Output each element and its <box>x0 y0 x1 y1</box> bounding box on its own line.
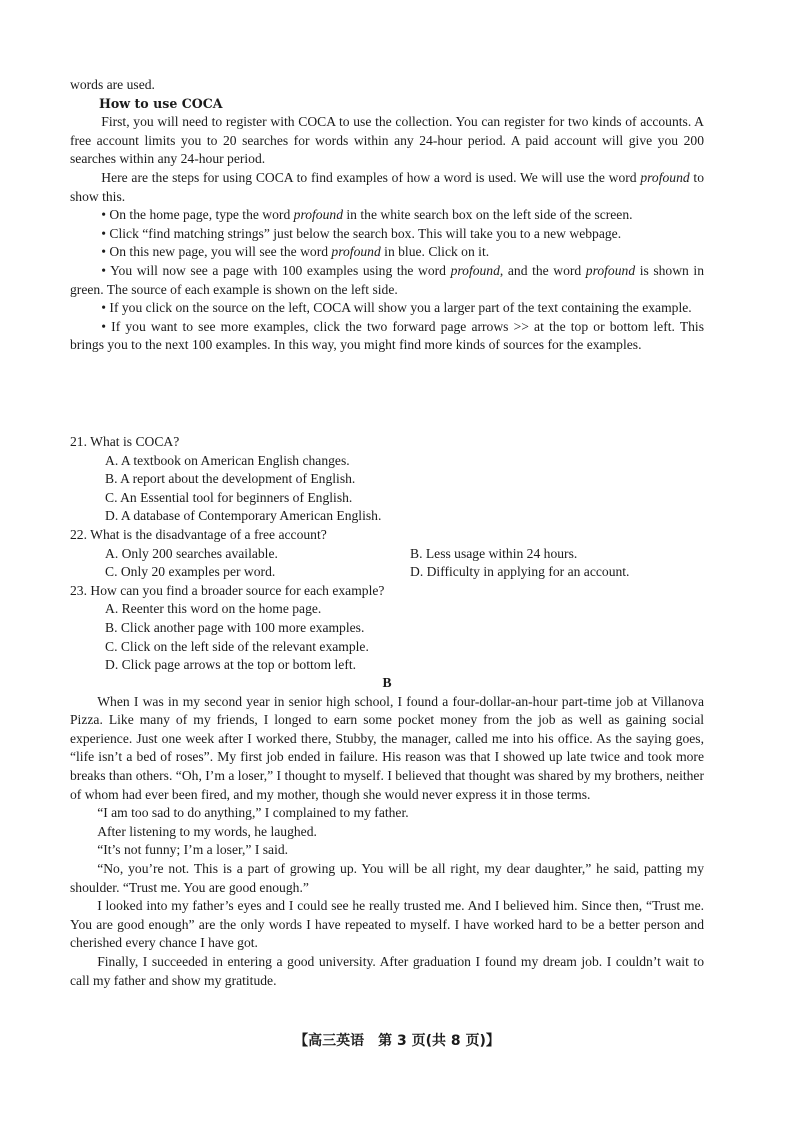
question-21-option-d: D. A database of Contemporary American English. <box>105 508 382 524</box>
question-23-option-c: C. Click on the left side of the relevant example. <box>105 638 369 654</box>
passage-b-paragraph: “I am too sad to do anything,” I complained to my father. <box>97 805 409 821</box>
questions <box>70 433 704 675</box>
passage-a-intro-end: words are used. <box>70 77 155 92</box>
paragraph-steps-intro: Here are the steps for using COCA to find examples of how a word is used. We will use the word profound to show this. <box>70 169 704 204</box>
example-word: profound <box>640 169 690 185</box>
section-heading: How to use COCA <box>98 95 223 111</box>
question-23-option-d: D. Click page arrows at the top or bottom left. <box>105 657 357 673</box>
question-23-option-a: A. Reenter this word on the home page. <box>105 601 322 617</box>
question-22-stem: 22. What is the disadvantage of a free account? <box>70 526 327 542</box>
question-21-option-b: B. A report about the development of English. <box>105 471 356 487</box>
question-23-stem: 23. How can you find a broader source for each example? <box>70 582 385 598</box>
step-home-page: • On the home page, type the word profound in the white search box on the left side of the screen. <box>101 207 633 223</box>
question-21-option-a: A. A textbook on American English changes. <box>105 452 350 468</box>
passage-b-paragraph: “It’s not funny; I’m a loser,” I said. <box>97 842 289 858</box>
step-new-page: • On this new page, you will see the word profound in blue. Click on it. <box>101 244 490 260</box>
question-22-options-row-1 <box>70 545 704 564</box>
page-footer: 【高三英语 第 3 页(共 8 页)】 <box>294 1033 500 1049</box>
step-examples-page: • You will now see a page with 100 examples using the word profound, and the word profound is shown in green. The source of each example is shown on the left side. <box>70 262 704 297</box>
passage-b-label: B <box>382 675 392 690</box>
question-23-option-b: B. Click another page with 100 more examples. <box>105 619 365 635</box>
passage-a <box>70 76 704 355</box>
question-22-option-a: A. Only 200 searches available. <box>105 545 278 561</box>
passage-b-paragraph: After listening to my words, he laughed. <box>97 823 317 839</box>
question-22-options-row-2 <box>70 563 704 582</box>
passage-b-paragraph: When I was in my second year in senior high school, I found a four-dollar-an-hour part-time job at Villanova Pizza. Like many of my friends, I longed to earn some pocket money from the job as well as gaining social experience. Just one week after I worked there, Stubby, the manager, called me into his office. As the saying goes, “life isn’t a bed of roses”. My first job ended in failure. His reason was that I showed up late twice and took more breaks than others. “Oh, I’m a loser,” I thought to myself. I believed that thought was shared by my brothers, neither of whom had ever been fired, and my mother, though she would never express it in those terms. <box>70 693 704 802</box>
question-22-option-d: D. Difficulty in applying for an account. <box>410 564 630 580</box>
passage-b <box>70 674 704 990</box>
step-more-examples: • If you want to see more examples, click the two forward page arrows >> at the top or bottom left. This brings you to the next 100 examples. In this way, you might find more kinds of sources for the examples. <box>70 318 704 353</box>
question-21-stem: 21. What is COCA? <box>70 434 180 449</box>
question-22-option-c: C. Only 20 examples per word. <box>105 564 276 580</box>
paragraph-accounts: First, you will need to register with COCA to use the collection. You can register for two kinds of accounts. A free account limits you to 20 searches for words within any 24-hour period. A paid account will give you 200 searches within any 24-hour period. <box>70 114 704 167</box>
question-22-option-b: B. Less usage within 24 hours. <box>410 545 578 561</box>
passage-b-paragraph: Finally, I succeeded in entering a good university. After graduation I found my dream job. I couldn’t wait to call my father and show my gratitude. <box>70 953 704 988</box>
passage-b-paragraph: “No, you’re not. This is a part of growing up. You will be all right, my dear daughter,” he said, patting my shoulder. “Trust me. You are good enough.” <box>70 860 704 895</box>
question-21-option-c: C. An Essential tool for beginners of English. <box>105 489 353 505</box>
passage-b-paragraph: I looked into my father’s eyes and I could see he really trusted me. And I believed him. Since then, “Trust me. You are good enough” are the only words I have repeated to myself. I have worked hard to be a better person and cherished every chance I have got. <box>70 898 704 951</box>
step-find-matching: • Click “find matching strings” just below the search box. This will take you to a new webpage. <box>101 225 622 241</box>
step-click-source: • If you click on the source on the left, COCA will show you a larger part of the text containing the example. <box>101 300 692 316</box>
